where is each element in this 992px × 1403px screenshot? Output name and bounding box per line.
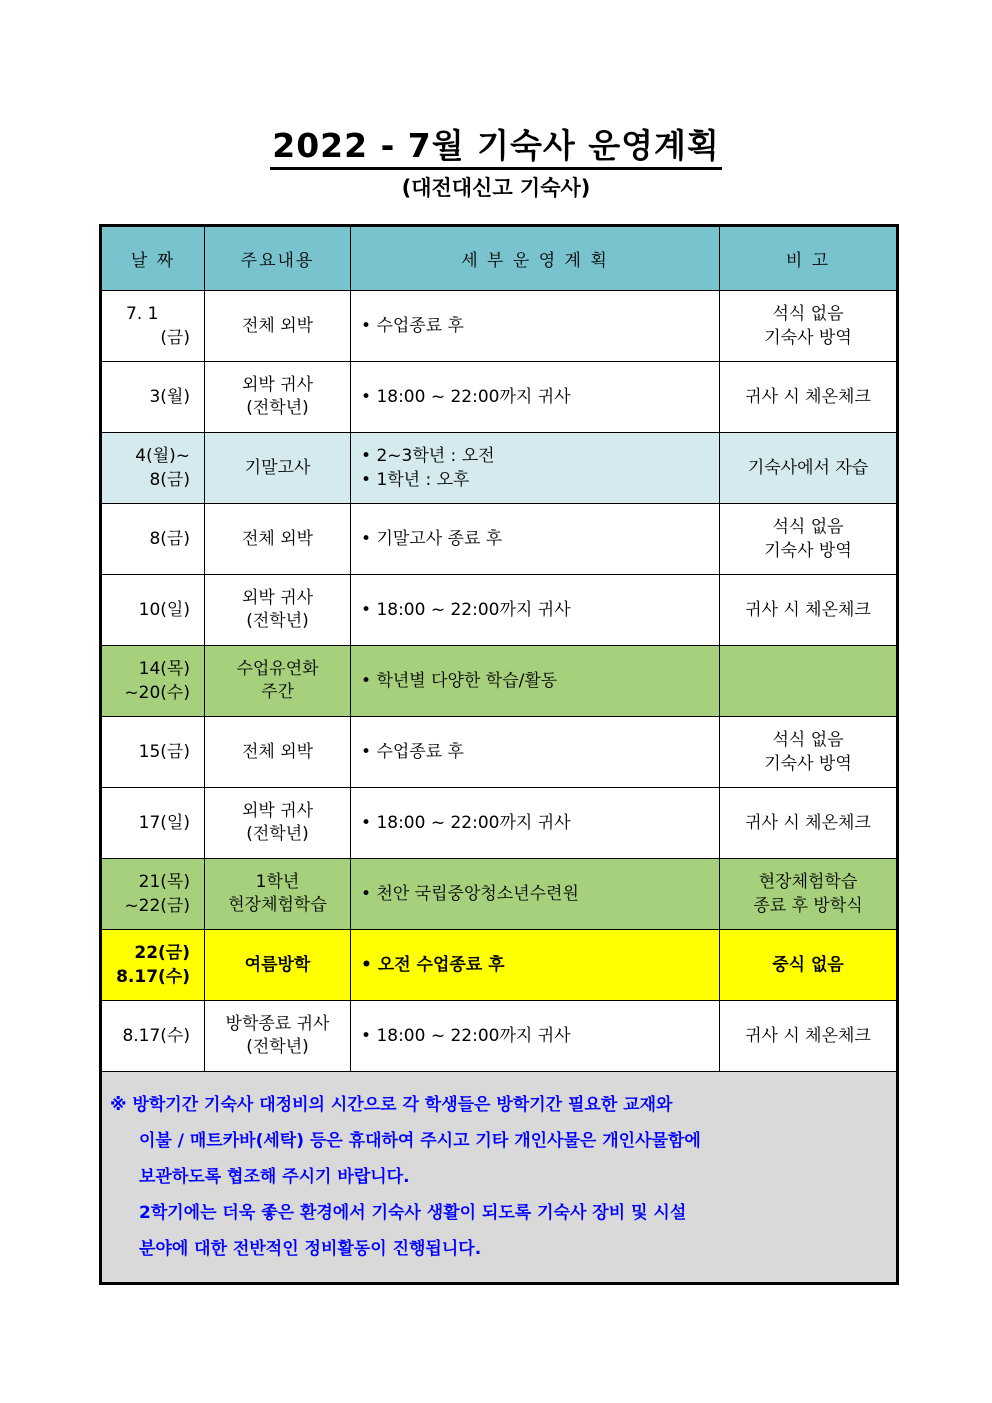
main-cell [205, 788, 351, 859]
date-cell [101, 1001, 205, 1072]
date-line: 14(목) [138, 659, 190, 679]
table-row [101, 859, 898, 930]
note-line: 기숙사 방역 [764, 328, 852, 348]
detail-line: • 18:00 ~ 22:00까지 귀사 [361, 385, 719, 409]
note-cell [720, 717, 898, 788]
table-row [101, 575, 898, 646]
detail-cell [351, 504, 720, 575]
detail-line: • 수업종료 후 [361, 740, 719, 764]
detail-line: • 오전 수업종료 후 [361, 953, 719, 977]
page-title [0, 120, 992, 167]
detail-cell [351, 575, 720, 646]
detail-cell [351, 433, 720, 504]
detail-cell [351, 291, 720, 362]
date-line: 17(일) [138, 813, 190, 833]
main-cell [205, 433, 351, 504]
table-row [101, 504, 898, 575]
table-row [101, 930, 898, 1001]
detail-line: • 기말고사 종료 후 [361, 527, 719, 551]
detail-cell [351, 859, 720, 930]
detail-cell [351, 930, 720, 1001]
date-cell [101, 362, 205, 433]
date-line: 8.17(수) [122, 1026, 190, 1046]
date-cell [101, 859, 205, 930]
table-row [101, 646, 898, 717]
detail-cell [351, 1001, 720, 1072]
detail-line: • 18:00 ~ 22:00까지 귀사 [361, 1024, 719, 1048]
table-row [101, 1001, 898, 1072]
notice-line: ※ 방학기간 기숙사 대정비의 시간으로 각 학생들은 방학기간 필요한 교재와 [110, 1095, 673, 1115]
note-line: 귀사 시 체온체크 [745, 813, 871, 833]
header-note: 비 고 [720, 226, 898, 291]
main-line: (전학년) [246, 611, 309, 631]
main-line: 1학년 [255, 872, 300, 892]
date-line: ~22(금) [124, 896, 190, 916]
note-cell [720, 1001, 898, 1072]
date-line: 7. 1 [126, 304, 159, 324]
detail-cell [351, 362, 720, 433]
date-line: 3(월) [149, 387, 190, 407]
date-cell [101, 717, 205, 788]
main-line: (전학년) [246, 1037, 309, 1057]
page-subtitle: (대전대신고 기숙사) [401, 176, 591, 200]
date-line: 22(금) [134, 943, 190, 963]
notice-row [101, 1072, 898, 1284]
note-line: 종료 후 방학식 [753, 896, 863, 916]
note-cell [720, 646, 898, 717]
table-row [101, 788, 898, 859]
note-cell [720, 504, 898, 575]
date-line: 8.17(수) [116, 967, 190, 987]
table-row [101, 291, 898, 362]
main-line: 외박 귀사 [241, 375, 314, 395]
main-cell [205, 1001, 351, 1072]
schedule-table [99, 224, 899, 1285]
note-line: 귀사 시 체온체크 [745, 1026, 871, 1046]
date-line: ~20(수) [124, 683, 190, 703]
note-line: 기숙사 방역 [764, 541, 852, 561]
detail-line: • 천안 국립중앙청소년수련원 [361, 882, 719, 906]
date-line: (금) [160, 328, 190, 348]
notice-line: 2학기에는 더욱 좋은 환경에서 기숙사 생활이 되도록 기숙사 장비 및 시설 [139, 1203, 687, 1223]
main-line: 전체 외박 [241, 315, 314, 336]
detail-line: • 수업종료 후 [361, 314, 719, 338]
note-line: 석식 없음 [772, 517, 844, 537]
main-cell [205, 575, 351, 646]
main-line: 전체 외박 [241, 528, 314, 549]
date-cell [101, 788, 205, 859]
note-line: 현장체험학습 [758, 872, 858, 892]
main-line: 현장체험학습 [228, 895, 327, 915]
note-line: 귀사 시 체온체크 [745, 387, 871, 407]
header-detail: 세 부 운 영 계 획 [351, 226, 720, 291]
main-line: 방학종료 귀사 [225, 1014, 330, 1034]
table-row [101, 717, 898, 788]
note-line: 귀사 시 체온체크 [745, 600, 871, 620]
main-line: 여름방학 [244, 954, 311, 975]
header-main: 주요내용 [205, 226, 351, 291]
notice-line: 보관하도록 협조해 주시기 바랍니다. [139, 1167, 410, 1187]
date-line: 21(목) [138, 872, 190, 892]
detail-cell [351, 717, 720, 788]
main-cell [205, 291, 351, 362]
table-row [101, 362, 898, 433]
main-line: 기말고사 [244, 457, 311, 478]
main-line: 외박 귀사 [241, 801, 314, 821]
note-cell [720, 859, 898, 930]
detail-line: • 2~3학년 : 오전 [361, 444, 719, 468]
note-line: 석식 없음 [772, 304, 844, 324]
note-line: 기숙사에서 자습 [747, 458, 869, 478]
main-cell [205, 859, 351, 930]
note-line: 기숙사 방역 [764, 754, 852, 774]
table-row [101, 433, 898, 504]
notice-line: 분야에 대한 전반적인 정비활동이 진행됩니다. [139, 1239, 482, 1259]
main-cell [205, 717, 351, 788]
date-cell [101, 930, 205, 1001]
detail-cell [351, 646, 720, 717]
notice-box [101, 1072, 898, 1284]
main-cell [205, 504, 351, 575]
main-cell [205, 646, 351, 717]
date-cell [101, 646, 205, 717]
note-cell [720, 362, 898, 433]
notice-line: 이불 / 매트카바(세탁) 등은 휴대하여 주시고 기타 개인사물은 개인사물함에 [139, 1131, 701, 1151]
main-line: 주간 [261, 682, 294, 702]
date-line: 8(금) [149, 470, 190, 490]
date-cell [101, 433, 205, 504]
date-line: 8(금) [149, 529, 190, 549]
main-line: 외박 귀사 [241, 588, 314, 608]
note-cell [720, 930, 898, 1001]
main-line: 수업유연화 [236, 659, 319, 679]
detail-line: • 1학년 : 오후 [361, 468, 719, 492]
date-cell [101, 575, 205, 646]
note-cell [720, 788, 898, 859]
date-line: 4(월)~ [135, 446, 190, 466]
main-cell [205, 362, 351, 433]
note-cell [720, 291, 898, 362]
main-line: (전학년) [246, 398, 309, 418]
date-cell [101, 291, 205, 362]
date-cell [101, 504, 205, 575]
main-cell [205, 930, 351, 1001]
note-cell [720, 433, 898, 504]
date-line: 10(일) [138, 600, 190, 620]
detail-line: • 18:00 ~ 22:00까지 귀사 [361, 598, 719, 622]
note-line: 중식 없음 [772, 955, 844, 975]
main-line: 전체 외박 [241, 741, 314, 762]
note-cell [720, 575, 898, 646]
page-title-text: 2022 - 7월 기숙사 운영계획 [270, 126, 721, 170]
detail-line: • 18:00 ~ 22:00까지 귀사 [361, 811, 719, 835]
detail-cell [351, 788, 720, 859]
date-line: 15(금) [138, 742, 190, 762]
header-date: 날 짜 [101, 226, 205, 291]
note-line: 석식 없음 [772, 730, 844, 750]
main-line: (전학년) [246, 824, 309, 844]
detail-line: • 학년별 다양한 학습/활동 [361, 669, 719, 693]
table-header-row [101, 226, 898, 291]
